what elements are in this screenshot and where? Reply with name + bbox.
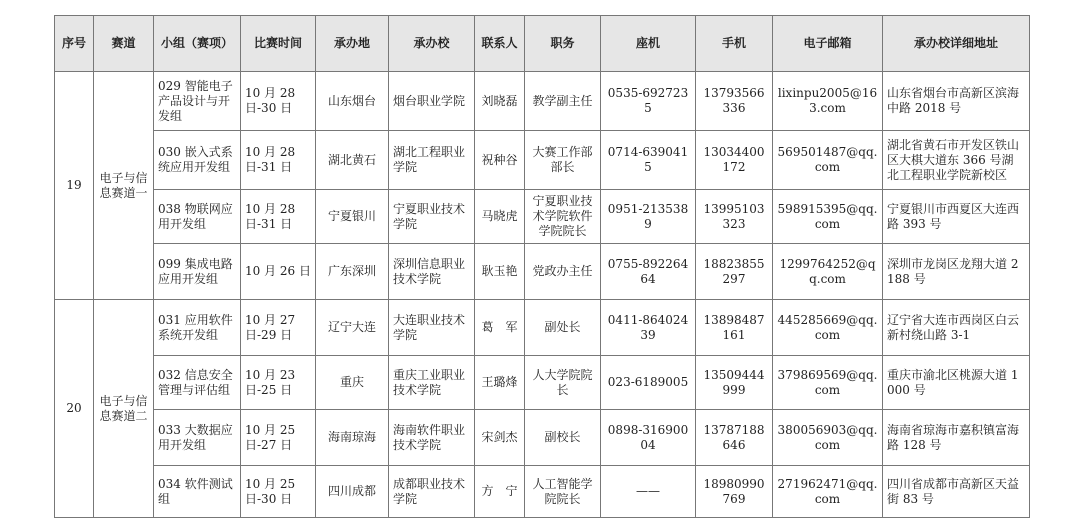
col-header: 承办校详细地址 (883, 16, 1030, 72)
time-cell: 10 月 26 日 (241, 244, 316, 300)
contact-cell: 王璐烽 (475, 356, 525, 410)
mobile-cell: 13509444999 (696, 356, 773, 410)
tel-cell: 023-6189005 (601, 356, 696, 410)
tel-cell: —— (601, 466, 696, 518)
contact-cell: 祝种谷 (475, 131, 525, 190)
tel-cell: 0951-2135389 (601, 190, 696, 244)
item-cell: 029 智能电子产品设计与开发组 (154, 72, 241, 131)
place-cell: 四川成都 (316, 466, 389, 518)
col-header: 手机 (696, 16, 773, 72)
email-cell[interactable]: lixinpu2005@163.com (773, 72, 883, 131)
email-cell[interactable]: 445285669@qq.com (773, 300, 883, 356)
tel-cell: 0535-6927235 (601, 72, 696, 131)
address-cell: 四川省成都市高新区天益街 83 号 (883, 466, 1030, 518)
title-cell: 人工智能学院院长 (525, 466, 601, 518)
item-cell: 031 应用软件系统开发组 (154, 300, 241, 356)
time-cell: 10 月 23 日-25 日 (241, 356, 316, 410)
mobile-cell: 18980990769 (696, 466, 773, 518)
address-cell: 湖北省黄石市开发区铁山区大棋大道东 366 号湖北工程职业学院新校区 (883, 131, 1030, 190)
place-cell: 广东深圳 (316, 244, 389, 300)
mobile-cell: 13793566336 (696, 72, 773, 131)
col-header: 承办校 (389, 16, 475, 72)
title-cell: 副校长 (525, 410, 601, 466)
table-row (55, 131, 1030, 190)
school-cell: 宁夏职业技术学院 (389, 190, 475, 244)
contact-cell: 方 宁 (475, 466, 525, 518)
place-cell: 湖北黄石 (316, 131, 389, 190)
mobile-cell: 18823855297 (696, 244, 773, 300)
title-cell: 大赛工作部部长 (525, 131, 601, 190)
address-cell: 重庆市渝北区桃源大道 1000 号 (883, 356, 1030, 410)
time-cell: 10 月 25 日-27 日 (241, 410, 316, 466)
track-name: 电子与信息赛道二 (94, 300, 154, 518)
title-cell: 宁夏职业技术学院软件学院院长 (525, 190, 601, 244)
col-header: 小组（赛项） (154, 16, 241, 72)
item-cell: 032 信息安全管理与评估组 (154, 356, 241, 410)
email-cell[interactable]: 380056903@qq.com (773, 410, 883, 466)
place-cell: 海南琼海 (316, 410, 389, 466)
address-cell: 山东省烟台市高新区滨海中路 2018 号 (883, 72, 1030, 131)
col-header: 联系人 (475, 16, 525, 72)
contact-cell: 葛 军 (475, 300, 525, 356)
address-cell: 宁夏银川市西夏区大连西路 393 号 (883, 190, 1030, 244)
col-header: 电子邮箱 (773, 16, 883, 72)
school-cell: 深圳信息职业技术学院 (389, 244, 475, 300)
place-cell: 宁夏银川 (316, 190, 389, 244)
time-cell: 10 月 28 日-31 日 (241, 131, 316, 190)
address-cell: 辽宁省大连市西岗区白云新村绕山路 3-1 (883, 300, 1030, 356)
email-cell[interactable]: 598915395@qq.com (773, 190, 883, 244)
item-cell: 099 集成电路应用开发组 (154, 244, 241, 300)
time-cell: 10 月 27 日-29 日 (241, 300, 316, 356)
title-cell: 党政办主任 (525, 244, 601, 300)
contact-cell: 宋剑杰 (475, 410, 525, 466)
col-header: 赛道 (94, 16, 154, 72)
place-cell: 辽宁大连 (316, 300, 389, 356)
table-row (55, 300, 1030, 356)
item-cell: 034 软件测试组 (154, 466, 241, 518)
school-cell: 烟台职业学院 (389, 72, 475, 131)
place-cell: 重庆 (316, 356, 389, 410)
group-number: 19 (55, 72, 94, 300)
table-row (55, 190, 1030, 244)
tel-cell: 0714-6390415 (601, 131, 696, 190)
mobile-cell: 13995103323 (696, 190, 773, 244)
track-name: 电子与信息赛道一 (94, 72, 154, 300)
table-row (55, 244, 1030, 300)
school-cell: 海南软件职业技术学院 (389, 410, 475, 466)
time-cell: 10 月 28 日-31 日 (241, 190, 316, 244)
table-row (55, 466, 1030, 518)
contact-cell: 耿玉艳 (475, 244, 525, 300)
email-cell[interactable]: 379869569@qq.com (773, 356, 883, 410)
address-cell: 深圳市龙岗区龙翔大道 2188 号 (883, 244, 1030, 300)
table-row (55, 72, 1030, 131)
item-cell: 030 嵌入式系统应用开发组 (154, 131, 241, 190)
time-cell: 10 月 25 日-30 日 (241, 466, 316, 518)
col-header: 承办地 (316, 16, 389, 72)
mobile-cell: 13034400172 (696, 131, 773, 190)
tel-cell: 0898-31690004 (601, 410, 696, 466)
time-cell: 10 月 28 日-30 日 (241, 72, 316, 131)
title-cell: 人大学院院长 (525, 356, 601, 410)
email-cell[interactable]: 271962471@qq.com (773, 466, 883, 518)
table-body (55, 72, 1030, 518)
col-header: 序号 (55, 16, 94, 72)
title-cell: 副处长 (525, 300, 601, 356)
school-cell: 大连职业技术学院 (389, 300, 475, 356)
email-cell[interactable]: 569501487@qq.com (773, 131, 883, 190)
group-number: 20 (55, 300, 94, 518)
mobile-cell: 13898487161 (696, 300, 773, 356)
table-row (55, 410, 1030, 466)
tel-cell: 0411-86402439 (601, 300, 696, 356)
col-header: 座机 (601, 16, 696, 72)
title-cell: 教学副主任 (525, 72, 601, 131)
address-cell: 海南省琼海市嘉积镇富海路 128 号 (883, 410, 1030, 466)
mobile-cell: 13787188646 (696, 410, 773, 466)
col-header: 职务 (525, 16, 601, 72)
school-cell: 成都职业技术学院 (389, 466, 475, 518)
email-cell[interactable]: 1299764252@qq.com (773, 244, 883, 300)
school-cell: 重庆工业职业技术学院 (389, 356, 475, 410)
school-cell: 湖北工程职业学院 (389, 131, 475, 190)
col-header: 比赛时间 (241, 16, 316, 72)
contact-cell: 刘晓磊 (475, 72, 525, 131)
contact-table (54, 15, 1030, 518)
table-row (55, 356, 1030, 410)
item-cell: 038 物联网应用开发组 (154, 190, 241, 244)
item-cell: 033 大数据应用开发组 (154, 410, 241, 466)
tel-cell: 0755-89226464 (601, 244, 696, 300)
place-cell: 山东烟台 (316, 72, 389, 131)
header-row (55, 16, 1030, 72)
contact-cell: 马晓虎 (475, 190, 525, 244)
